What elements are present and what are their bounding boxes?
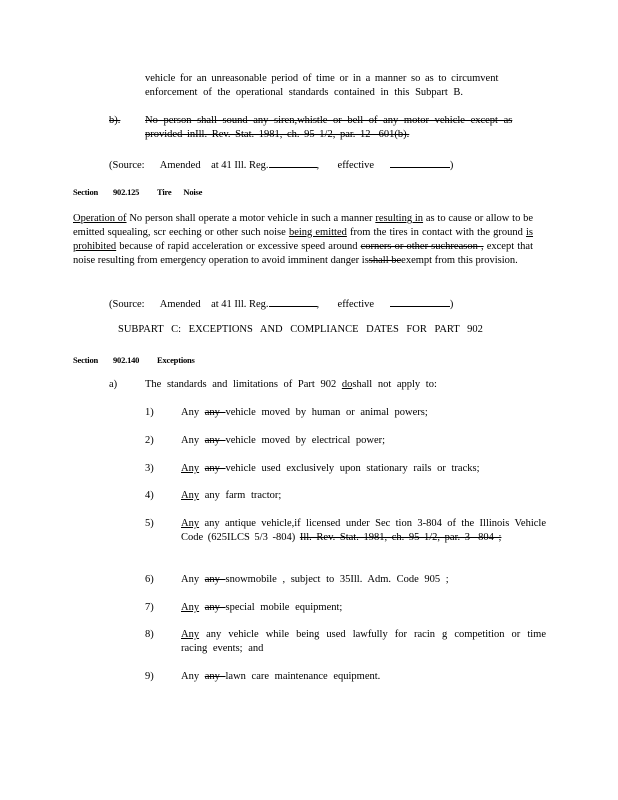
exceptions-intro: The standards and limitations of Part 902 doshall not apply to: — [145, 379, 437, 390]
document-page: vehicle for an unreasonable period of time or in a manner so as to circumvent enforcement of the operational standards contained in this Subpart B. b). No person shall sound any siren,whistle or bell of any motor vehicle except as provided inIll. Rev. Stat. 1981, ch. 95 1/2, par. 12 -601(b). (Source: Amended at 41 Ill. Reg. , effective ) Section 902.125 Tire Noise Operation of No person shall operate a motor vehicle in such a manner resulting in as to cause or allow to be emitted squealing, scr eeching or other such noise being emitted from the tires in contact with the ground is prohibited because of rapid acceleration or excessive speed around corners or other suchreason , except that noise resulting from emergency operation to avoid imminent danger isshall beexempt from this provision. (Source: Amended at 41 Ill. Reg. , effective ) SUBPART C: EXCEPTIONS AND COMPLIANCE DATES FOR PART 902 Section 902.140 Exceptions a) The standards and limitations of Part 902 doshall not apply to: 1) Any any vehicle moved by human or animal powers; 2) Any any vehicle moved by electrical power; 3) Any any vehicle used exclusively upon stationary rails or tracks; 4) Any any farm tractor; 5) Any any antique vehicle,if licensed under Sec tion 3-804 of the Illinois Vehicle Code (625ILCS 5/3 -804) Ill. Rev. Stat. 1981, ch. 95 1/2, par. 3 -804 ; 6) Any any snowmobile , subject to 35Ill. Adm. Code 905 ; 7) Any any special mobile equipment; 8) Any any vehicle while being used lawfully for racin g competition or time racing events; and 9) Any any lawn care maintenance equipment. — [73, 73, 546, 682]
intro-line-1: vehicle for an unreasonable period of time or in a manner so as to circumvent — [145, 73, 499, 84]
intro-line-2: enforcement of the operational standards contained in this Subpart B. — [145, 87, 464, 98]
subpart-c-heading: SUBPART C: EXCEPTIONS AND COMPLIANCE DATES FOR PART 902 — [118, 324, 483, 335]
tire-noise-paragraph: Operation of No person shall operate a motor vehicle in such a manner resulting in as to cause or allow to be emitted squealing, scr eeching or other such noise being emitted from the tires in contact with the ground is prohibited because of rapid acceleration or excessive speed around corners or other suchreason , except that noise resulting from emergency operation to avoid imminent danger isshall beexempt from this provision. — [73, 213, 534, 266]
section-heading-902-125: Section 902.125 Tire Noise — [73, 187, 203, 197]
effective-blank — [390, 295, 450, 307]
source-note-2: (Source: Amended at 41 Ill. Reg. , effective ) — [109, 295, 453, 312]
reg-blank — [269, 156, 317, 168]
para-b-line-1: No person shall sound any siren,whistle or bell of any motor vehicle except as — [145, 115, 513, 126]
source-note-1: (Source: Amended at 41 Ill. Reg. , effective ) — [109, 156, 453, 173]
exceptions-label: a) — [109, 379, 118, 390]
para-b-label: b). — [109, 115, 121, 126]
reg-blank — [269, 295, 317, 307]
effective-blank — [390, 156, 450, 168]
para-b-text — [145, 114, 525, 142]
para-b-line-2: provided inIll. Rev. Stat. 1981, ch. 95 1/2, par. 12 -601(b). — [145, 129, 410, 140]
intro-paragraph — [145, 72, 517, 100]
section-heading-902-140: Section 902.140 Exceptions — [73, 355, 195, 365]
